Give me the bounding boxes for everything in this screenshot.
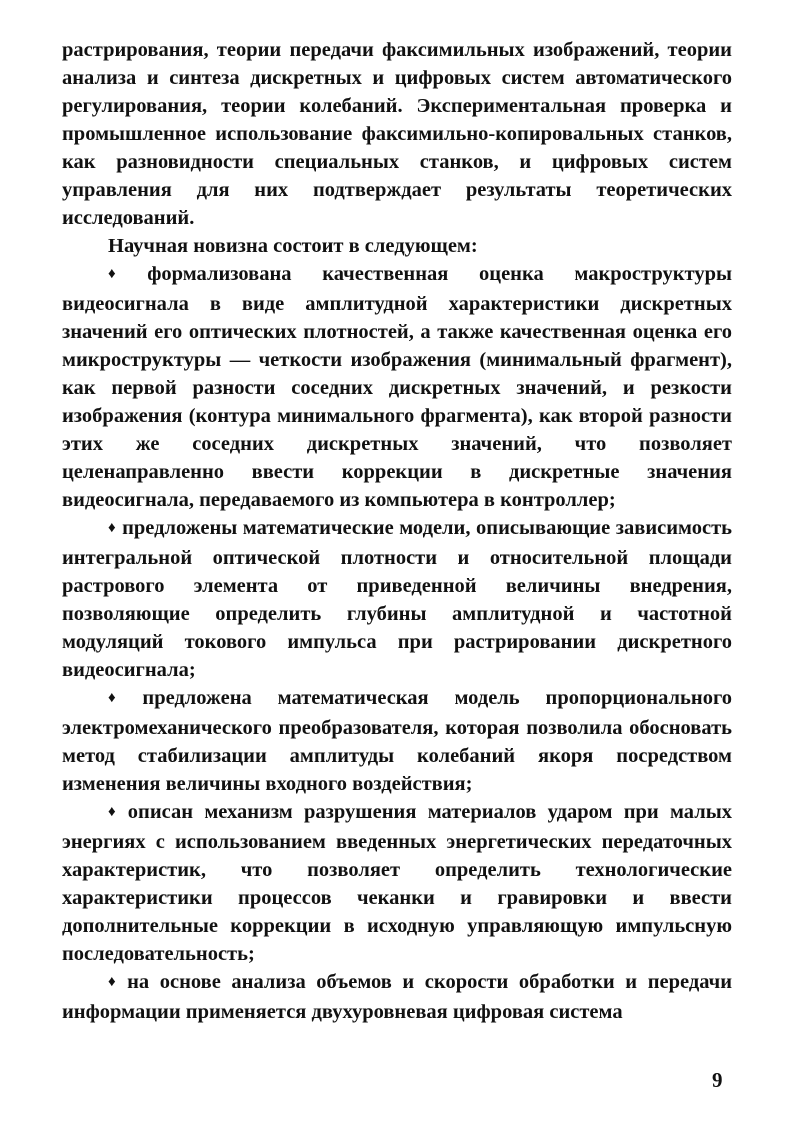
list-item [62,968,732,1026]
list-item-text: описан механизм разрушения материалов ударом при малых энергиях с использованием введенных энергетических передаточных характеристик, что позволяет определить технологические характеристики процессов чеканки и гравировки и ввести дополнительные коррекции в исходную управляющую импульсную последовательность; [62,801,732,965]
diamond-bullet-icon: ♦ [108,690,137,706]
list-item-text: на основе анализа объемов и скорости обработки и передачи информации применяется двухуровневая цифровая система [62,971,733,1023]
paragraph-text: Научная новизна состоит в следующем: [108,235,478,257]
diamond-bullet-icon: ♦ [108,266,142,282]
list-item-text: формализована качественная оценка макроструктуры видеосигнала в виде амплитудной характеристики дискретных значений его оптических плотностей, а также качественная оценка его микроструктуры — четкости изображения (минимальный фрагмент), как первой разности соседних дискретных значений, и резкости изображения (контура минимального фрагмента), как второй разности этих же соседних дискретных значений, что позволяет целенаправленно ввести коррекции в дискретные значения видеосигнала, передаваемого из компьютера в контроллер; [62,263,732,511]
diamond-bullet-icon: ♦ [108,520,117,536]
page-number: 9 [712,1068,723,1092]
paragraph-intro-continuation [62,36,732,232]
list-item [62,684,732,798]
diamond-bullet-icon: ♦ [108,804,122,820]
list-item [62,514,732,684]
list-item [62,260,732,514]
diamond-bullet-icon: ♦ [108,974,122,990]
page-body [62,36,732,1026]
list-item [62,798,732,968]
list-item-text: предложена математическая модель пропорционального электромеханического преобразователя, которая позволила обосновать метод стабилизации амплитуды колебаний якоря посредством изменения величины входного воздействия; [62,687,732,795]
list-item-text: предложены математические модели, описывающие зависимость интегральной оптической плотности и относительной площади растрового элемента от приведенной величины внедрения, позволяющие определить глубины амплитудной и частотной модуляций токового импульса при растрировании дискретного видеосигнала; [62,517,732,681]
paragraph-text: растрирования, теории передачи факсимильных изображений, теории анализа и синтеза дискретных и цифровых систем автоматического регулирования, теории колебаний. Экспериментальная проверка и промышленное использование факсимильно-копировальных станков, как разновидности специальных станков, и цифровых систем управления для них подтверждает результаты теоретических исследований. [62,39,732,229]
paragraph-novelty-heading [62,232,732,260]
